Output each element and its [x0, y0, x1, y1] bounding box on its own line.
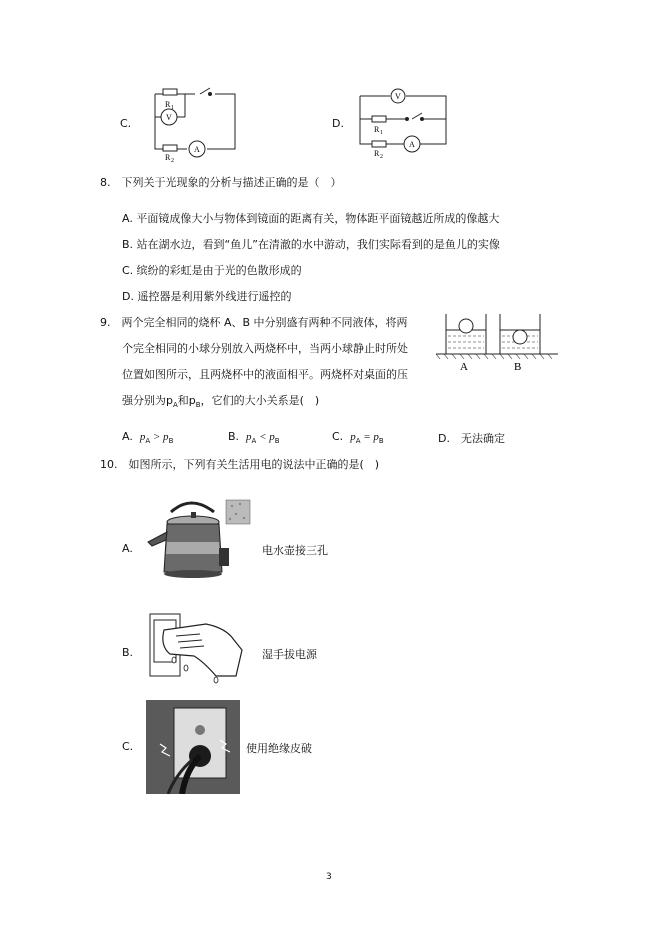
q8-stem: 8. 下列关于光现象的分析与描述正确的是（ ） — [100, 176, 342, 189]
q9-option-c-sub2: B — [378, 437, 384, 446]
kettle-image — [146, 492, 256, 592]
q8-option-c: C. 缤纷的彩虹是由于光的色散形成的 — [122, 264, 302, 277]
q9-line4-part3: ，它们的大小关系是( ) — [200, 394, 320, 407]
voltmeter-symbol: V — [166, 113, 172, 122]
q10-option-b-label: B. — [122, 646, 134, 659]
q9-beakers-figure — [432, 308, 562, 373]
q9-stem-line4 — [122, 392, 319, 409]
q7-option-c-label: C. — [120, 117, 132, 130]
q10-option-a-caption: 电水壶接三孔 — [262, 544, 328, 557]
beaker-b-label: B — [514, 361, 522, 373]
r1-label: R — [374, 125, 380, 134]
page-number: 3 — [326, 872, 332, 882]
q9-option-a-expr: p — [139, 431, 146, 443]
q9-stem-line1: 9. 两个完全相同的烧杯 A、B 中分别盛有两种不同液体，将两 — [100, 316, 408, 329]
q9-option-d: D. 无法确定 — [438, 432, 505, 445]
r1-sub: 1 — [380, 130, 383, 136]
q10-option-c-caption: 使用绝缘皮破 — [246, 742, 312, 755]
q9-option-b-label: B. — [228, 430, 240, 443]
voltmeter-symbol: V — [395, 92, 401, 101]
ammeter-symbol: A — [409, 140, 415, 149]
r2-sub: 2 — [380, 154, 383, 160]
q9-option-c-expr: p — [350, 431, 356, 443]
r2-sub: 2 — [171, 158, 174, 162]
q9-option-b — [228, 430, 280, 445]
q9-option-c — [332, 430, 384, 445]
q9-option-b-sub2: B — [274, 437, 280, 446]
q7-option-c-circuit — [145, 84, 240, 162]
q7-option-d-label: D. — [332, 117, 344, 130]
q9-line4-sub-a: A — [172, 401, 178, 410]
q9-option-a-op: > p — [150, 431, 169, 443]
q9-option-b-sub1: A — [251, 437, 257, 446]
q9-option-c-sub1: A — [355, 437, 361, 446]
q8-option-a: A. 平面镜成像大小与物体到镜面的距离有关，物体距平面镜越近所成的像越大 — [122, 212, 500, 225]
q10-option-a-label: A. — [122, 542, 133, 555]
ammeter-symbol: A — [194, 145, 200, 154]
q10-option-b-caption: 湿手拔电源 — [262, 648, 317, 661]
q9-option-c-op: = p — [360, 431, 379, 443]
r2-label: R — [374, 149, 380, 158]
q8-option-b: B. 站在湖水边，看到“鱼儿”在清澈的水中游动，我们实际看到的是鱼儿的实像 — [122, 238, 500, 251]
q9-stem-line3: 位置如图所示，且两烧杯中的液面相平。两烧杯对桌面的压 — [122, 368, 408, 381]
q9-line4-sub-b: B — [195, 401, 201, 410]
q9-line4-part2: 和p — [177, 394, 196, 407]
r1-sub: 1 — [171, 105, 174, 111]
q9-option-b-expr: p — [246, 431, 252, 443]
r1-label: R — [165, 100, 171, 109]
q9-line4-part1: 强分别为p — [122, 394, 173, 407]
r2-label: R — [165, 153, 171, 162]
q9-option-a-sub1: A — [145, 437, 151, 446]
wet-hand-unplugging-image — [146, 610, 246, 690]
q7-option-d-circuit — [352, 84, 452, 162]
q8-option-d: D. 遥控器是利用紫外线进行遥控的 — [122, 290, 292, 303]
q9-option-b-op: < p — [256, 431, 275, 443]
q9-option-a-label: A. — [122, 430, 133, 443]
q9-option-c-label: C. — [332, 430, 344, 443]
q9-stem-line2: 个完全相同的小球分别放入两烧杯中，当两小球静止时所处 — [122, 342, 408, 355]
q10-option-c-label: C. — [122, 740, 134, 753]
damaged-socket-image — [146, 700, 240, 794]
q9-option-a — [122, 430, 173, 445]
beaker-a-label: A — [460, 361, 468, 373]
q10-stem: 10. 如图所示，下列有关生活用电的说法中正确的是( ) — [100, 458, 380, 471]
q9-option-a-sub2: B — [168, 437, 174, 446]
